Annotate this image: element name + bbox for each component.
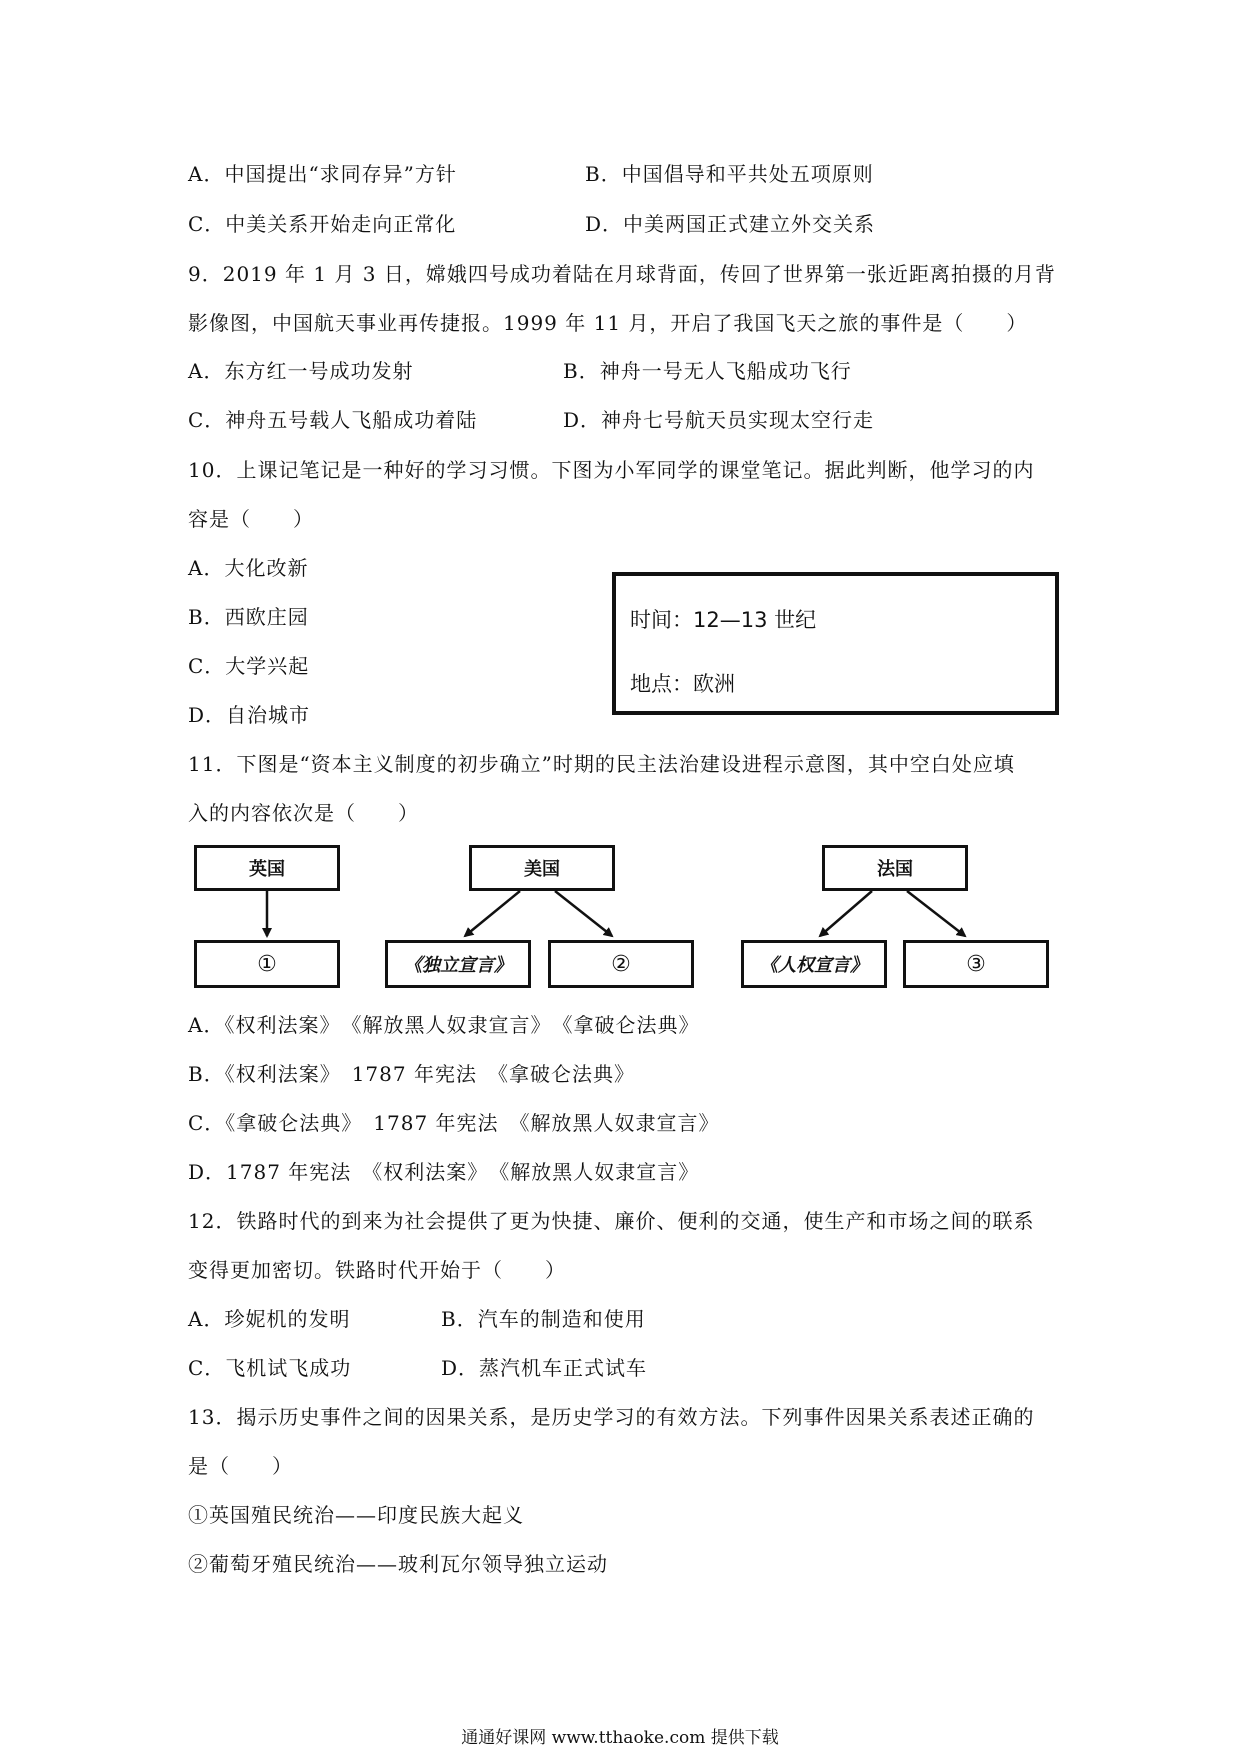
q12-option-d: D．蒸汽机车正式试车 bbox=[441, 1356, 648, 1380]
q13-stem-line1: 13．揭示历史事件之间的因果关系，是历史学习的有效方法。下列事件因果关系表述正确的 bbox=[188, 1405, 1035, 1429]
arrow-fr-to-blank3 bbox=[907, 891, 965, 936]
q8-option-c: C．中美关系开始走向正常化 bbox=[188, 212, 457, 236]
q11-stem-line2: 入的内容依次是（ ） bbox=[188, 801, 419, 825]
diagram-blank-1: ① bbox=[194, 940, 340, 988]
q11-stem-line1: 11．下图是“资本主义制度的初步确立”时期的民主法治建设进程示意图，其中空白处应填 bbox=[188, 752, 1015, 776]
q12-stem-line1: 12．铁路时代的到来为社会提供了更为快捷、廉价、便利的交通，使生产和市场之间的联系 bbox=[188, 1209, 1035, 1233]
q9-stem-line1: 9．2019 年 1 月 3 日，嫦娥四号成功着陆在月球背面，传回了世界第一张近距离拍摄的月背 bbox=[188, 262, 1056, 286]
arrow-us-to-declaration bbox=[465, 891, 520, 936]
q9-option-d: D．神舟七号航天员实现太空行走 bbox=[563, 408, 875, 432]
q10-option-a: A．大化改新 bbox=[188, 556, 309, 580]
q11-option-d: D．1787 年宪法 《权利法案》 《解放黑人奴隶宣言》 bbox=[188, 1160, 700, 1184]
arrow-us-to-blank2 bbox=[555, 891, 612, 936]
q8-option-d: D．中美两国正式建立外交关系 bbox=[585, 212, 876, 236]
q12-stem-line2: 变得更加密切。铁路时代开始于（ ） bbox=[188, 1258, 566, 1282]
q11-option-c: C．《拿破仑法典》 1787 年宪法 《解放黑人奴隶宣言》 bbox=[188, 1111, 720, 1135]
q13-stem-line2: 是（ ） bbox=[188, 1454, 293, 1478]
q12-option-a: A．珍妮机的发明 bbox=[188, 1307, 351, 1331]
diagram-blank-3: ③ bbox=[903, 940, 1049, 988]
q12-option-c: C．飞机试飞成功 bbox=[188, 1356, 352, 1380]
q11-option-a: A．《权利法案》 《解放黑人奴隶宣言》 《拿破仑法典》 bbox=[188, 1013, 700, 1037]
q9-stem-line2: 影像图，中国航天事业再传捷报。1999 年 11 月，开启了我国飞天之旅的事件是（ ） bbox=[188, 311, 1028, 335]
diagram-us-box: 美国 bbox=[469, 845, 615, 891]
note-place: 地点：欧洲 bbox=[630, 672, 735, 696]
q9-option-a: A．东方红一号成功发射 bbox=[188, 359, 414, 383]
q10-option-c: C．大学兴起 bbox=[188, 654, 310, 678]
q10-option-d: D．自治城市 bbox=[188, 703, 311, 727]
note-time: 时间：12—13 世纪 bbox=[630, 608, 817, 632]
q11-option-b: B．《权利法案》 1787 年宪法 《拿破仑法典》 bbox=[188, 1062, 635, 1086]
diagram-blank-2: ② bbox=[548, 940, 694, 988]
q10-stem-line2: 容是（ ） bbox=[188, 507, 314, 531]
diagram-us-document: 《独立宣言》 bbox=[385, 940, 531, 988]
diagram-fr-document: 《人权宣言》 bbox=[741, 940, 887, 988]
q10-stem-line1: 10．上课记笔记是一种好的学习习惯。下图为小军同学的课堂笔记。据此判断，他学习的内 bbox=[188, 458, 1035, 482]
q8-option-b: B．中国倡导和平共处五项原则 bbox=[585, 162, 874, 186]
q9-option-c: C．神舟五号载人飞船成功着陆 bbox=[188, 408, 478, 432]
q13-item-1: ①英国殖民统治——印度民族大起义 bbox=[188, 1503, 524, 1527]
q13-item-2: ②葡萄牙殖民统治——玻利瓦尔领导独立运动 bbox=[188, 1552, 608, 1576]
diagram-uk-box: 英国 bbox=[194, 845, 340, 891]
q9-option-b: B．神舟一号无人飞船成功飞行 bbox=[563, 359, 852, 383]
q12-option-b: B．汽车的制造和使用 bbox=[441, 1307, 646, 1331]
diagram-fr-box: 法国 bbox=[822, 845, 968, 891]
q8-option-a: A．中国提出“求同存异”方针 bbox=[188, 162, 457, 186]
arrow-fr-to-declaration bbox=[820, 891, 872, 936]
q10-option-b: B．西欧庄园 bbox=[188, 605, 309, 629]
page-footer: 通通好课网 www.tthaoke.com 提供下载 bbox=[461, 1728, 779, 1748]
